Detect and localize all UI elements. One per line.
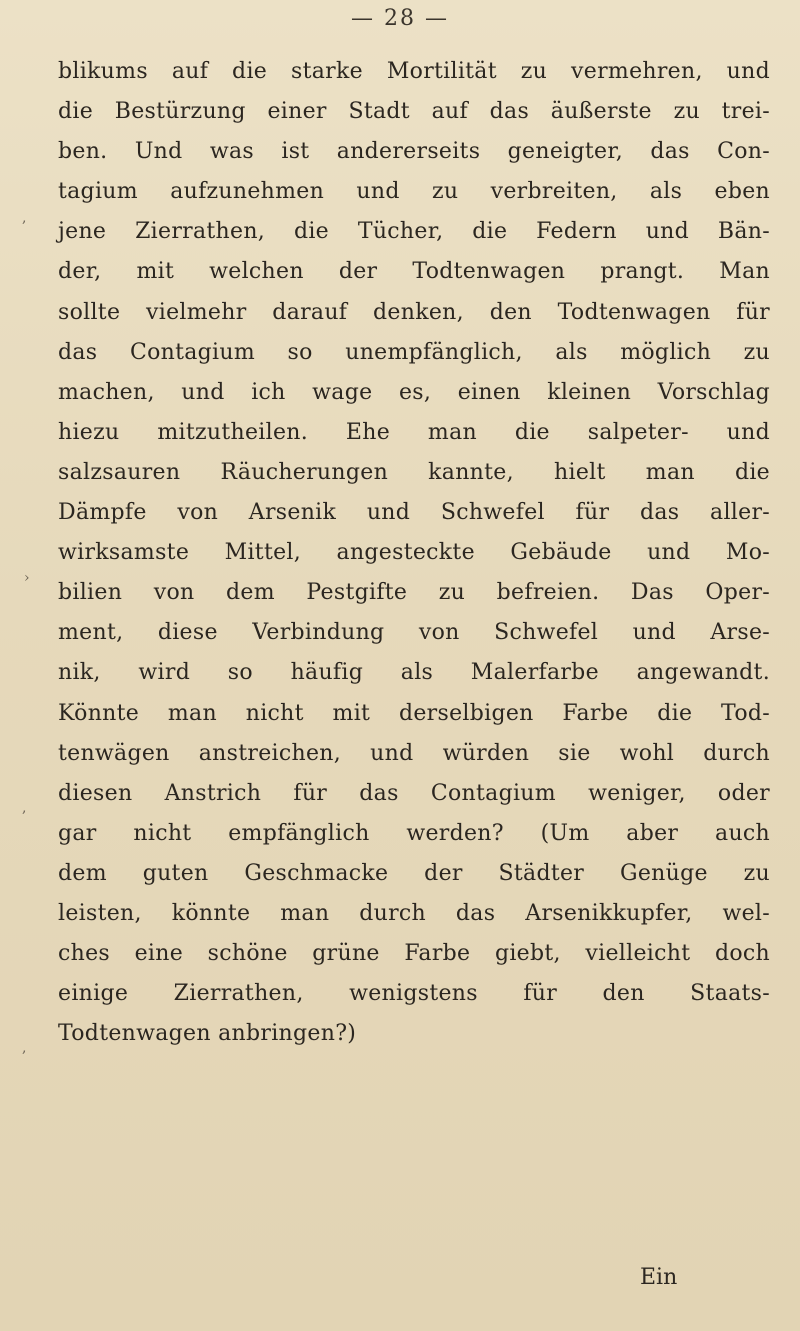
text-line: diesen Anstrich für das Contagium weniger, oder	[58, 780, 770, 806]
text-line: die Bestürzung einer Stadt auf das äußerste zu trei-	[58, 99, 770, 125]
text-line: nik, wird so häufig als Malerfarbe angewandt.	[58, 660, 770, 686]
margin-mark: ,	[22, 1040, 27, 1056]
text-line: dem guten Geschmacke der Städter Genüge zu	[58, 860, 770, 886]
text-line: machen, und ich wage es, einen kleinen Vorschlag	[58, 379, 770, 405]
margin-mark: ›	[24, 570, 30, 586]
text-line: Todtenwagen anbringen?)	[58, 1021, 357, 1047]
text-line: das Contagium so unempfänglich, als möglich zu	[58, 339, 770, 365]
text-line: salzsauren Räucherungen kannte, hielt man die	[58, 459, 770, 485]
text-line: tagium aufzunehmen und zu verbreiten, als eben	[58, 179, 770, 205]
catchword: Ein	[640, 1265, 678, 1290]
text-line: der, mit welchen der Todtenwagen prangt. Man	[58, 259, 770, 285]
margin-mark: ,	[22, 800, 27, 816]
text-line: ben. Und was ist andererseits geneigter, das Con-	[58, 139, 770, 165]
text-line: sollte vielmehr darauf denken, den Todtenwagen für	[58, 299, 770, 325]
text-line: leisten, könnte man durch das Arsenikkupfer, wel-	[58, 900, 770, 926]
page-number: — 28 —	[351, 6, 449, 31]
text-line: einige Zierrathen, wenigstens für den Staats-	[58, 981, 770, 1007]
margin-mark: ,	[22, 210, 27, 226]
text-line: hiezu mitzutheilen. Ehe man die salpeter- und	[58, 419, 770, 445]
text-line: Könnte man nicht mit derselbigen Farbe die Tod-	[58, 700, 770, 726]
text-line: ches eine schöne grüne Farbe giebt, vielleicht doch	[58, 941, 770, 967]
text-line: ment, diese Verbindung von Schwefel und Arse-	[58, 620, 770, 646]
text-line: tenwägen anstreichen, und würden sie wohl durch	[58, 740, 770, 766]
text-line: gar nicht empfänglich werden? (Um aber auch	[58, 820, 770, 846]
text-line: Dämpfe von Arsenik und Schwefel für das aller-	[58, 500, 770, 526]
text-line: jene Zierrathen, die Tücher, die Federn und Bän-	[58, 219, 770, 245]
text-line: blikums auf die starke Mortilität zu vermehren, und	[58, 59, 770, 84]
text-line: bilien von dem Pestgifte zu befreien. Das Oper-	[58, 580, 770, 606]
text-line: wirksamste Mittel, angesteckte Gebäude und Mo-	[58, 540, 770, 566]
body-text	[58, 52, 770, 1054]
